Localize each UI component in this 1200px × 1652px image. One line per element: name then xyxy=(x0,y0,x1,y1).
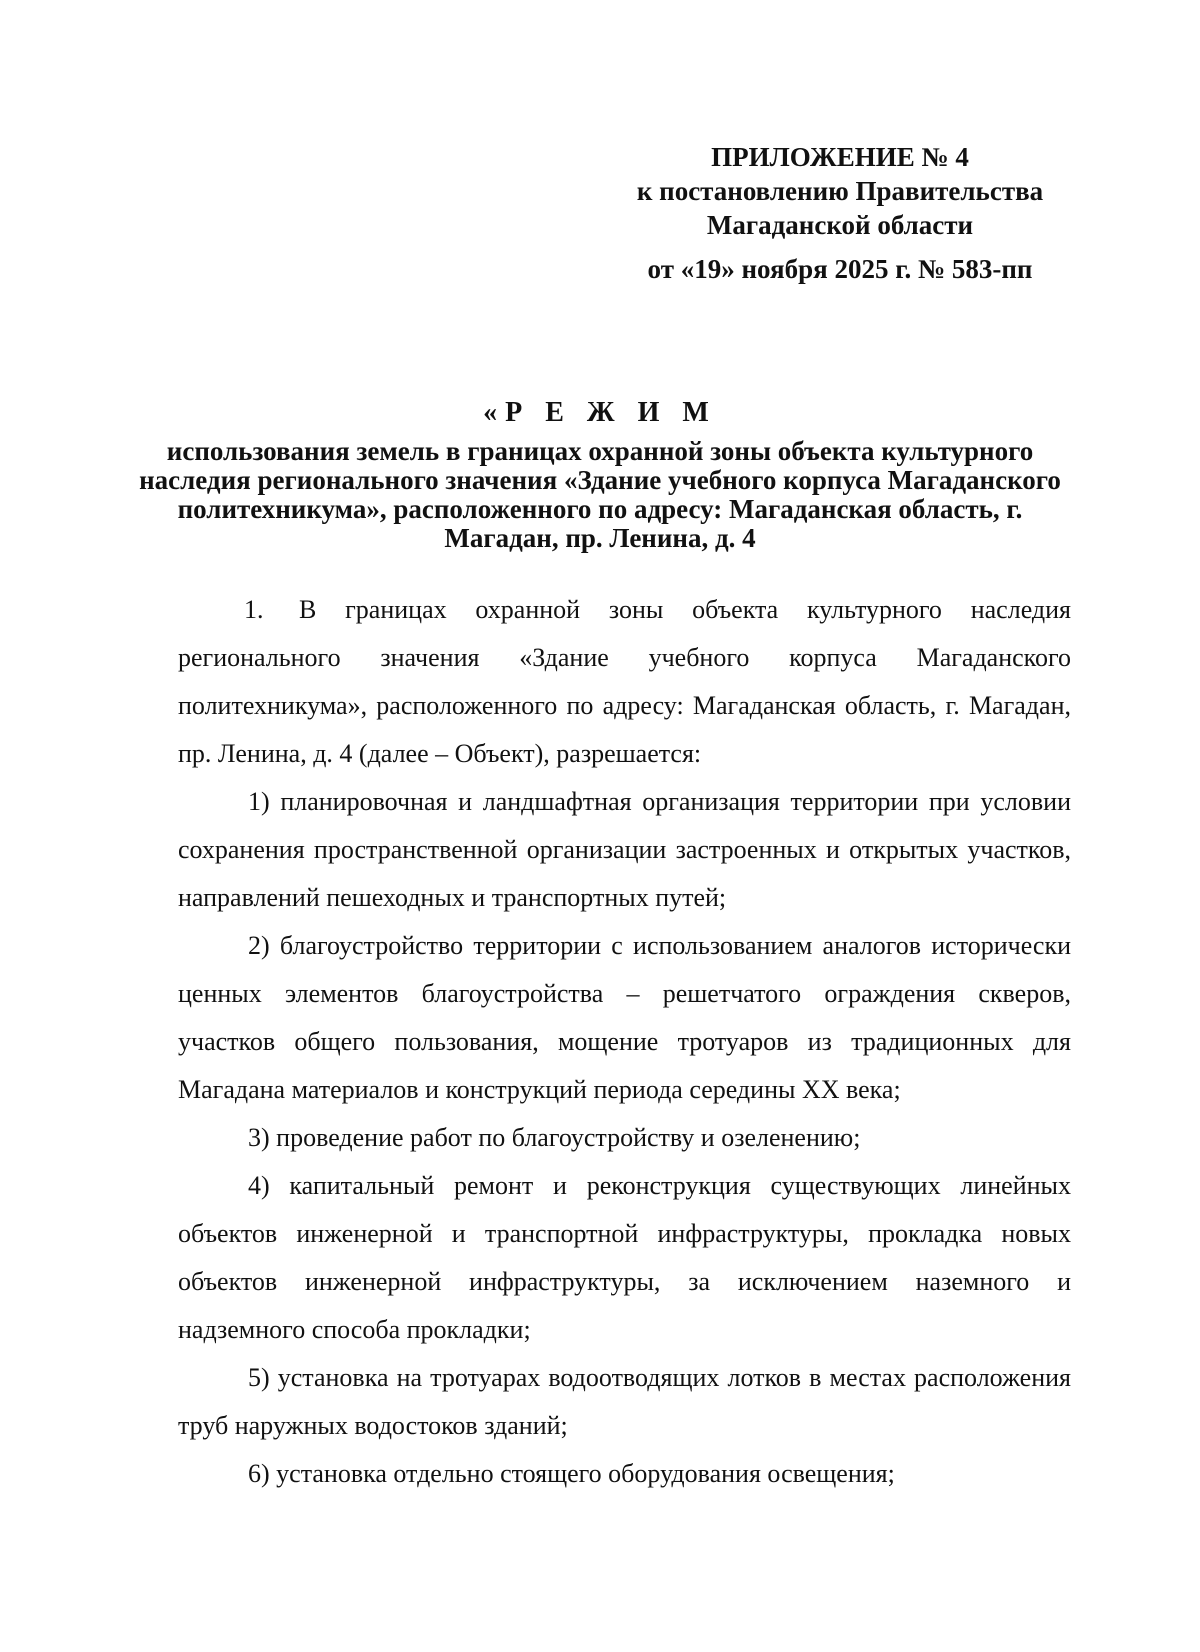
annex-block xyxy=(590,140,1090,286)
paragraph-1 xyxy=(178,586,1071,778)
annex-title: ПРИЛОЖЕНИЕ № 4 xyxy=(711,142,969,172)
heading-subtitle: использования земель в границах охранной зоны объекта культурного наследия регионального значения «Здание учебного корпуса Магаданского политехникума», расположенного по адресу: Магаданская область, г. Магадан, пр. Ленина, д. 4 xyxy=(139,436,1061,553)
paragraph-1-text: В границах охранной зоны объекта культурного наследия регионального значения «Здание учебного корпуса Магаданского политехникума», расположенного по адресу: Магаданская область, г. Магадан, пр. Ленина, д. 4 (далее – Объект), разрешается: xyxy=(178,595,1071,768)
annex-date: от «19» ноября 2025 г. № 583-пп xyxy=(647,254,1033,284)
list-item: 3) проведение работ по благоустройству и озеленению; xyxy=(248,1123,861,1152)
heading-word: «Р Е Ж И М xyxy=(483,397,717,428)
list-item: 4) капитальный ремонт и реконструкция существующих линейных объектов инженерной и транспортной инфраструктуры, прокладка новых объектов инженерной инфраструктуры, за исключением наземного и надземного способа прокладки; xyxy=(178,1171,1071,1344)
list-item: 1) планировочная и ландшафтная организация территории при условии сохранения пространственной организации застроенных и открытых участков, направлений пешеходных и транспортных путей; xyxy=(178,787,1071,912)
list-item: 6) установка отдельно стоящего оборудования освещения; xyxy=(248,1459,895,1488)
document-body xyxy=(178,586,1071,1498)
paragraph-1-number: 1. xyxy=(244,595,264,624)
list-item: 2) благоустройство территории с использованием аналогов исторически ценных элементов благоустройства – решетчатого ограждения скверов, участков общего пользования, мощение тротуаров из традиционных для Магадана материалов и конструкций периода середины XX века; xyxy=(178,931,1071,1104)
annex-line2: Магаданской области xyxy=(706,210,974,240)
list-item: 5) установка на тротуарах водоотводящих лотков в местах расположения труб наружных водостоков зданий; xyxy=(178,1363,1071,1440)
document-heading xyxy=(130,398,1070,553)
annex-line1: к постановлению Правительства xyxy=(636,176,1044,206)
